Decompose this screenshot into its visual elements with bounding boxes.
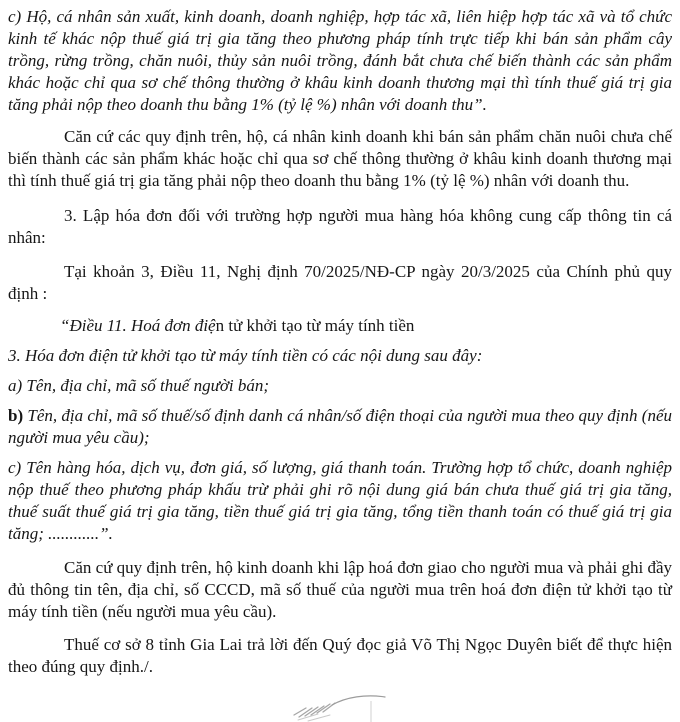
paragraph-ruling-summary-2: Căn cứ quy định trên, hộ kinh doanh khi lập hoá đơn giao cho người mua và phải ghi đầy đủ thông tin tên, địa chỉ, số CCCD, mã số thuế của người mua trên hoá đơn điện tử khởi tạo từ máy tính tiền (nếu người mua yêu cầu). bbox=[8, 558, 672, 621]
paragraph-legal-basis-decree: Tại khoản 3, Điều 11, Nghị định 70/2025/NĐ-CP ngày 20/3/2025 của Chính phủ quy định : bbox=[8, 262, 672, 303]
paragraph-point-c: c) Tên hàng hóa, dịch vụ, đơn giá, số lượng, giá thanh toán. Trường hợp tổ chức, doanh nghiệp nộp thuế theo phương pháp khấu trừ phải ghi rõ nội dung giá bán chưa thuế giá trị gia tăng, thuế suất thuế giá trị gia tăng, tiền thuế giá trị gia tăng, tổng tiền thanh toán có thuế giá trị gia tăng; ............”. bbox=[8, 458, 672, 543]
point-b-label: b) bbox=[8, 406, 28, 425]
paragraph-point-b bbox=[8, 405, 672, 449]
paragraph-clause-c-vat-quote: c) Hộ, cá nhân sản xuất, kinh doanh, doanh nghiệp, hợp tác xã, liên hiệp hợp tác xã và tổ chức kinh tế khác nộp thuế giá trị gia tăng theo phương pháp tính trực tiếp khi bán sản phẩm cây trồng, rừng trồng, chăn nuôi, thủy sản nuôi trồng, đánh bắt chưa chế biến thành các sản phẩm khác hoặc chỉ qua sơ chế thông thường ở khâu kinh doanh thương mại thì tính thuế giá trị gia tăng phải nộp theo doanh thu bằng 1% (tỷ lệ %) nhân với doanh thu”. bbox=[8, 7, 672, 114]
paragraph-ruling-summary-1: Căn cứ các quy định trên, hộ, cá nhân kinh doanh khi bán sản phẩm chăn nuôi chưa chế biến thành các sản phẩm khác hoặc chỉ qua sơ chế thông thường ở khâu kinh doanh thương mại thì tính thuế giá trị gia tăng phải nộp theo doanh thu bằng 1% (tỷ lệ %) nhân với doanh thu. bbox=[8, 127, 672, 190]
paragraph-closing-statement: Thuế cơ sở 8 tỉnh Gia Lai trả lời đến Quý đọc giả Võ Thị Ngọc Duyên biết để thực hiện theo đúng quy định./. bbox=[8, 635, 672, 676]
article-11-roman-segment: n tử khởi tạo từ máy tính tiền bbox=[215, 316, 415, 335]
point-b-body: Tên, địa chỉ, mã số thuế/số định danh cá nhân/số điện thoại của người mua theo quy định (nếu người mua yêu cầu); bbox=[8, 406, 672, 447]
paragraph-point-a: a) Tên, địa chỉ, mã số thuế người bán; bbox=[8, 376, 270, 395]
article-11-italic-segment: “Điều 11. Hoá đơn điệ bbox=[60, 316, 216, 335]
paragraph-section-3-heading: 3. Lập hóa đơn đối với trường hợp người mua hàng hóa không cung cấp thông tin cá nhân: bbox=[8, 206, 672, 247]
paragraph-article-11-heading bbox=[8, 315, 672, 337]
paragraph-clause-3-contents: 3. Hóa đơn điện tử khởi tạo từ máy tính tiền có các nội dung sau đây: bbox=[8, 346, 483, 365]
signature-scribble bbox=[288, 688, 428, 722]
